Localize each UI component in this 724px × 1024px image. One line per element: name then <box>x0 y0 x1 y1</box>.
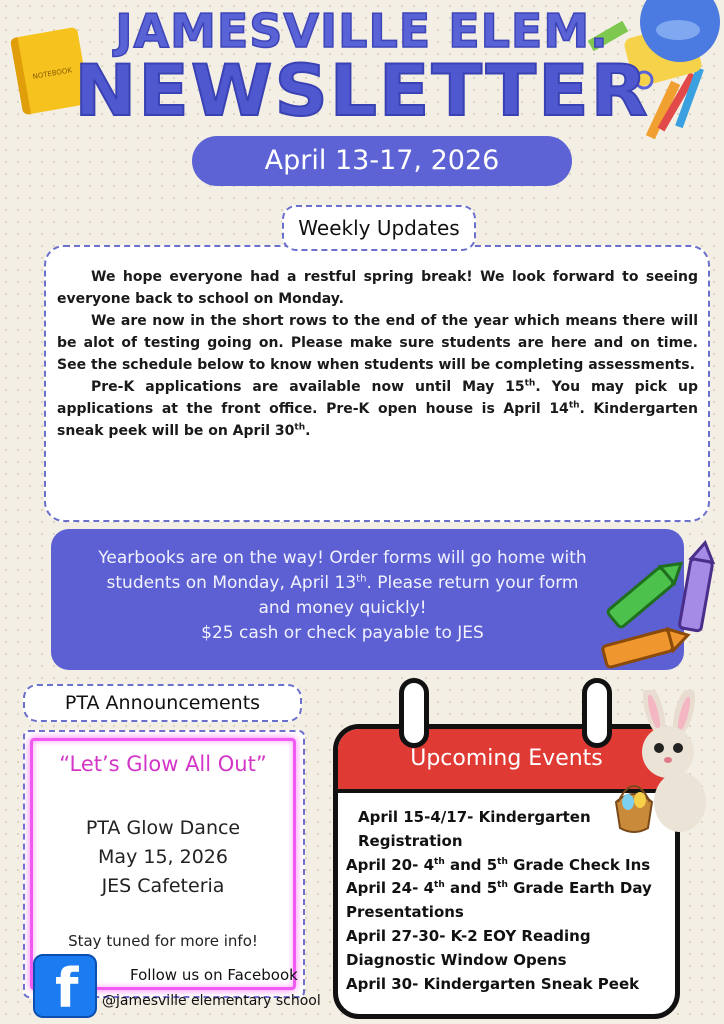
newsletter-title: NEWSLETTER <box>74 50 650 132</box>
facebook-handle: @jamesville elementary school <box>102 993 321 1009</box>
pta-event-details <box>30 814 296 901</box>
school-name: JAMESVILLE ELEM. <box>115 4 609 58</box>
notebook-label: NOTEBOOK <box>32 66 73 82</box>
easter-bunny-icon <box>604 690 724 840</box>
facebook-follow-text: Follow us on Facebook <box>130 966 298 984</box>
pta-heading: PTA Announcements <box>23 684 302 722</box>
upcoming-events-heading: Upcoming Events <box>410 746 603 771</box>
weekly-updates-heading: Weekly Updates <box>282 205 476 251</box>
facebook-icon[interactable]: f <box>33 954 97 1018</box>
yearbook-line-2: students on Monday, April 13th. Please return your form <box>106 573 579 593</box>
pta-event-location: JES Cafeteria <box>101 875 225 897</box>
pta-event-name: PTA Glow Dance <box>85 817 241 839</box>
event-item: April 30- Kindergarten Sneak Peek <box>346 974 640 993</box>
yearbook-banner <box>51 529 684 670</box>
crayons-icon <box>596 540 724 670</box>
yearbook-line-4: $25 cash or check payable to JES <box>201 623 484 643</box>
pta-stay-tuned: Stay tuned for more info! <box>68 932 258 950</box>
calendar-ring-icon <box>399 678 429 748</box>
event-item: April 27-30- K-2 EOY Reading Diagnostic Window Opens <box>346 926 591 969</box>
yearbook-line-1: Yearbooks are on the way! Order forms will go home with <box>98 548 587 568</box>
event-item: April 15-4/17- Kindergarten Registration <box>358 808 591 850</box>
event-item: April 24- 4th and 5th Grade Earth Day Presentations <box>346 879 652 922</box>
pta-glow-title: “Let’s Glow All Out” <box>59 752 267 776</box>
update-paragraph-2: We are now in the short rows to the end of the year which means there will be alot of testing going on. Please make sure students are here and on time. See the schedule below to know when students will be completing assessments. <box>57 313 698 373</box>
pta-event-date: May 15, 2026 <box>98 846 228 868</box>
update-paragraph-1: We hope everyone had a restful spring break! We look forward to seeing everyone back to school on Monday. <box>57 269 698 307</box>
update-paragraph-3: Pre-K applications are available now until May 15th. You may pick up applications at the front office. Pre-K open house is April 14th. Kindergarten sneak peek will be on April 30th. <box>57 378 698 439</box>
weekly-updates-panel <box>44 245 710 522</box>
yearbook-line-3: and money quickly! <box>258 598 427 618</box>
event-item: April 20- 4th and 5th Grade Check Ins <box>346 855 651 874</box>
date-range-badge: April 13-17, 2026 <box>192 136 572 186</box>
